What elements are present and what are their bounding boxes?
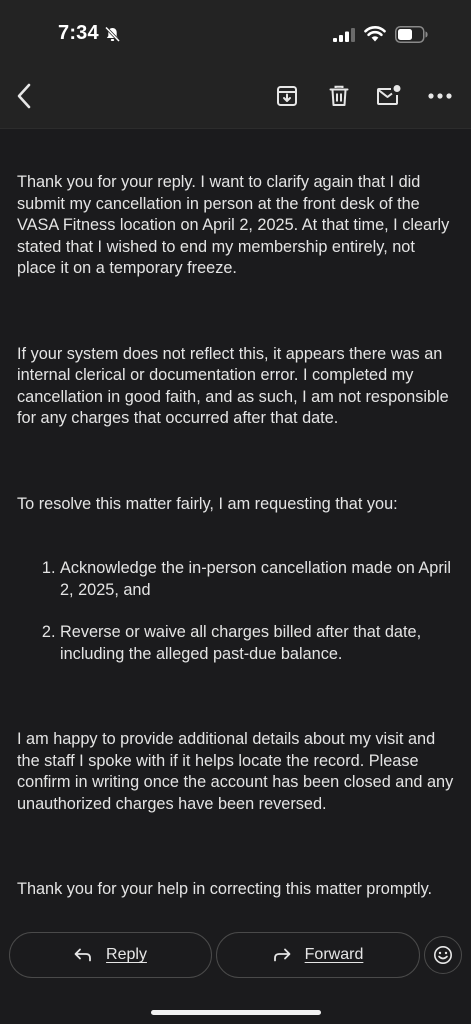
- battery-icon: [395, 26, 429, 43]
- home-indicator[interactable]: [151, 1010, 321, 1015]
- reply-icon: [74, 948, 92, 962]
- body-paragraph: Thank you for your help in correcting this matter promptly.: [17, 880, 433, 898]
- more-options-button[interactable]: [426, 82, 454, 110]
- forward-button[interactable]: [216, 932, 420, 978]
- wifi-icon: [364, 25, 386, 42]
- back-icon: [16, 83, 32, 109]
- mark-unread-button[interactable]: [375, 82, 403, 110]
- archive-icon: [275, 84, 299, 108]
- action-bar: [0, 930, 471, 1024]
- body-paragraph: If your system does not reflect this, it appears there was an internal clerical or documentation error. I completed my cancellation in good faith, and as such, I am not responsible for any charges that occurred after that date.: [17, 344, 449, 427]
- mark-unread-icon: [376, 84, 402, 108]
- emoji-reaction-button[interactable]: [424, 936, 462, 974]
- back-button[interactable]: [10, 82, 38, 110]
- smiley-icon: [433, 945, 453, 965]
- email-toolbar: [0, 70, 471, 129]
- reply-button[interactable]: [9, 932, 212, 978]
- delete-button[interactable]: [325, 82, 353, 110]
- request-list: [17, 558, 457, 665]
- archive-button[interactable]: [273, 82, 301, 110]
- body-paragraph: Thank you for your reply. I want to clarify again that I did submit my cancellation in person at the front desk of the VASA Fitness location on April 2, 2025. At that time, I clearly stated that I wished to end my membership entirely, not place it on a temporary freeze.: [17, 173, 450, 277]
- body-paragraph: I am happy to provide additional details about my visit and the staff I spoke with if it helps locate the record. Please confirm in writing once the account has been closed and any unauthorized charges have been reversed.: [17, 730, 454, 813]
- status-bar: [0, 0, 471, 70]
- forward-label: Forward: [304, 946, 364, 963]
- forward-icon: [273, 948, 291, 962]
- status-time: 7:34: [58, 22, 99, 44]
- more-icon: [428, 93, 452, 99]
- cellular-signal-icon: [333, 28, 355, 42]
- body-paragraph: To resolve this matter fairly, I am requesting that you:: [17, 494, 398, 513]
- email-body: [17, 172, 457, 965]
- trash-icon: [327, 84, 351, 108]
- list-item: 2. Reverse or waive all charges billed after that date, including the alleged past-due balance.: [60, 622, 457, 665]
- reply-label: Reply: [106, 946, 147, 963]
- bell-slash-icon: [104, 26, 121, 43]
- list-item: 1. Acknowledge the in-person cancellation made on April 2, 2025, and: [60, 558, 457, 601]
